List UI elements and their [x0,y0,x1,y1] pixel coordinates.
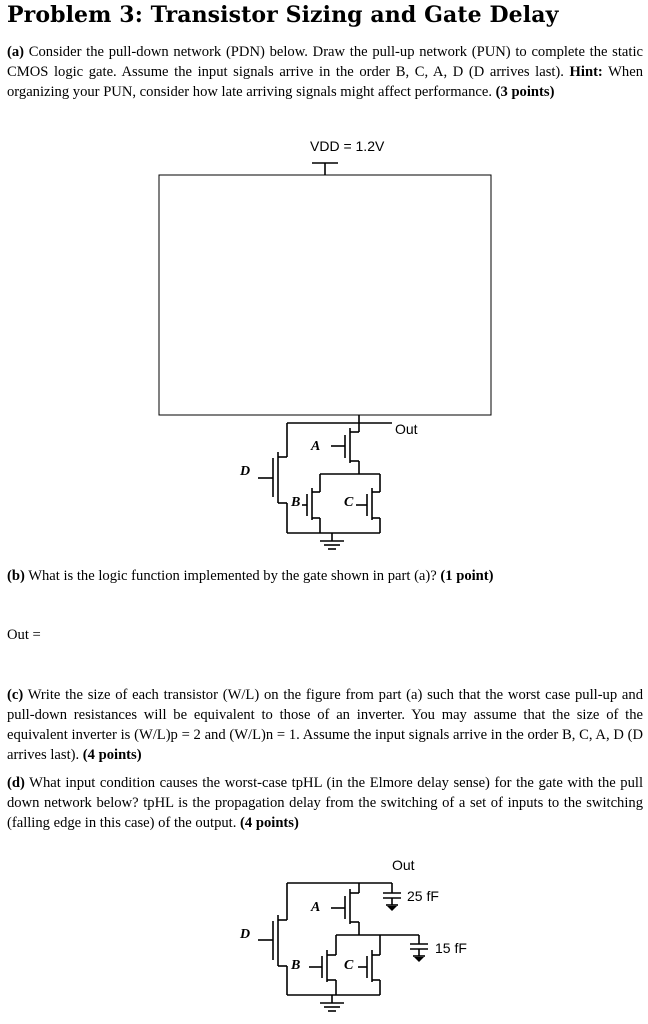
part-b-label: (b) [7,568,25,584]
part-c-points: (4 points) [82,747,142,763]
part-a-points: (3 points) [495,84,555,100]
part-c-question: Write the size of each transistor (W/L) on the figure from part (a) such that the worst case pull-up and pull-down resistances will be equivalent to those of an inverter. You may assume that the size of the equivalent inverter is (W/L)p = 2 and (W/L)n = 1. Assume the input signals arrive in the order B, C, A, D (D arrives last). [7,687,643,763]
input-c-label-d: C [344,958,354,973]
capacitor-mid-icon [392,935,428,962]
ground-icon-d [320,995,344,1011]
ground-icon-a [320,533,344,549]
input-c-label: C [344,495,354,510]
nmos-d-2 [258,915,287,995]
nmos-d [258,452,287,533]
input-b-label: B [291,495,301,510]
part-c-label: (c) [7,687,24,703]
nmos-b [302,488,320,533]
nmos-a [331,423,359,474]
part-d-label: (d) [7,775,25,791]
out-label-a: Out [395,421,418,437]
nmos-c-2 [358,950,380,995]
part-a-hint: When organizing your PUN, consider how late arriving signals might affect performance. [7,64,643,100]
part-b-points: (1 point) [440,568,494,584]
part-a-question: Consider the pull-down network (PDN) below. Draw the pull-up network (PUN) to complete the static CMOS logic gate. Assume the input signals arrive in the order B, C, A, D (D arrives last). [7,44,643,80]
input-d-label-d: D [240,927,251,942]
capacitor-out-icon [383,883,401,911]
part-a-label: (a) [7,44,25,60]
circuit-a [159,163,491,549]
input-b-label-d: B [291,958,301,973]
input-d-label: D [240,464,251,479]
input-a-label: A [311,439,321,454]
part-c-text [7,685,643,765]
part-d-question: What input condition causes the worst-case tpHL (in the Elmore delay sense) for the gate with the pull down network below? tpHL is the propagation delay from the switching of a set of inputs to the switching (falling edge in this case) of the output. [7,775,644,831]
cap-mid-label: 15 fF [435,940,467,956]
out-label-d: Out [392,857,415,873]
part-d-points: (4 points) [240,815,299,831]
part-a-hint-label: Hint: [569,64,603,80]
cap-out-label: 25 fF [407,888,439,904]
nmos-c [356,488,380,533]
pun-box[interactable] [159,175,491,415]
nmos-b-2 [309,950,336,995]
vdd-label: VDD = 1.2V [310,138,385,154]
part-d-text [7,773,643,833]
problem-title: Problem 3: Transistor Sizing and Gate Delay [7,2,559,28]
part-b-text [7,566,643,586]
input-a-label-d: A [311,900,321,915]
part-b-answer-prompt[interactable]: Out = [7,627,41,643]
part-b-question: What is the logic function implemented by the gate shown in part (a)? [28,568,437,584]
nmos-a-2 [331,883,359,935]
circuit-d [258,883,428,1011]
